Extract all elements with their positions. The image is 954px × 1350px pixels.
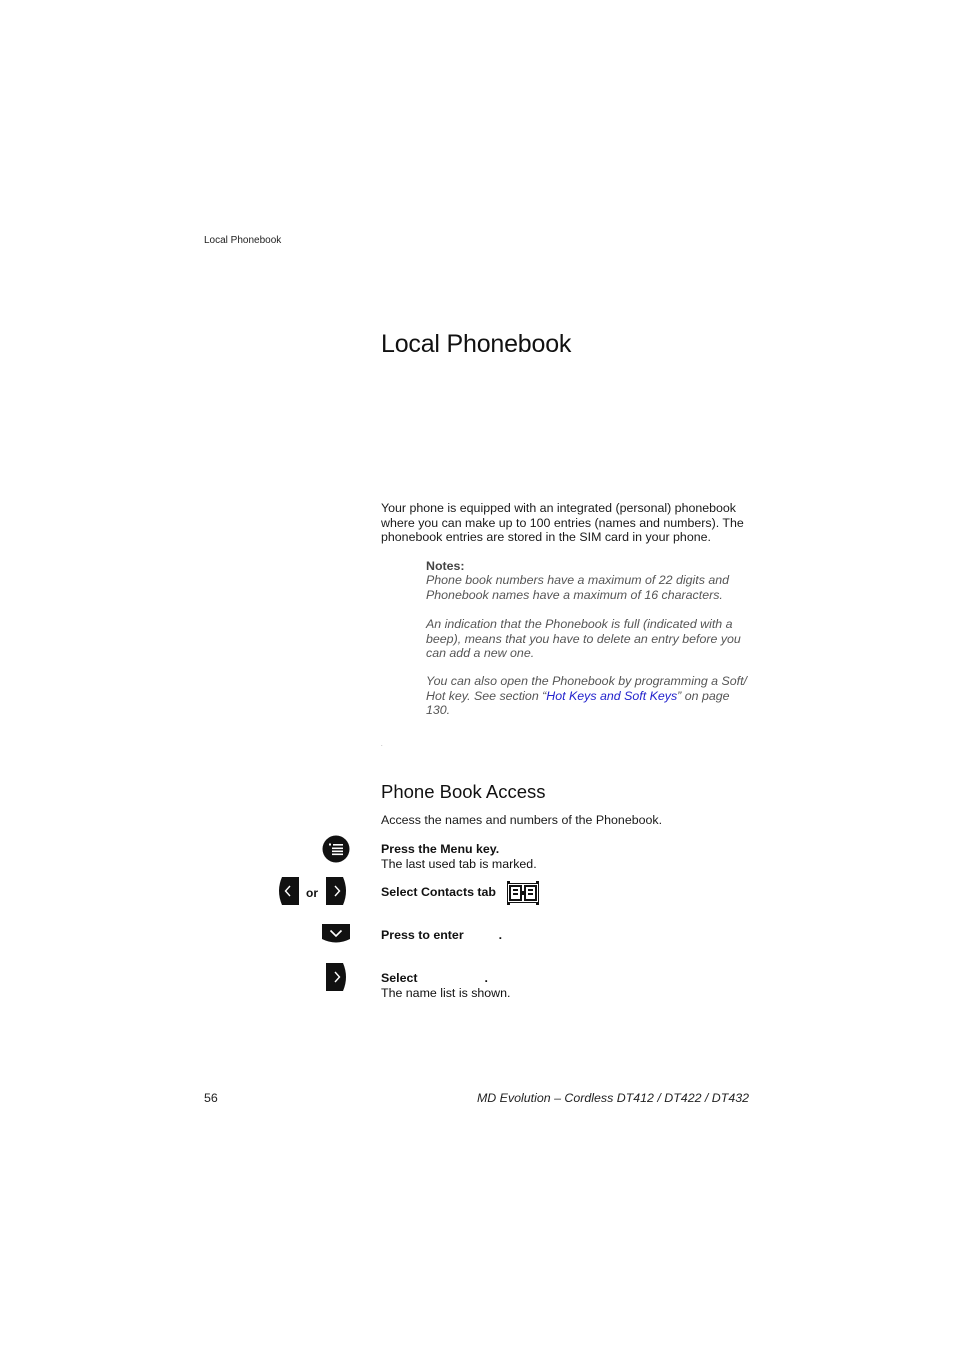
running-header: Local Phonebook [204, 235, 282, 246]
right-arrow-key-icon [326, 877, 349, 905]
step-3-end: . [498, 928, 503, 942]
step-3-action: Press to enter [381, 928, 464, 942]
left-arrow-key-icon [276, 877, 299, 905]
step-2 [381, 885, 496, 900]
down-arrow-key-icon [322, 924, 350, 945]
note-3-text-after: ” on page 130. [426, 688, 730, 718]
step-2-action: Select Contacts tab [381, 885, 496, 899]
section-description: Access the names and numbers of the Phonebook. [381, 813, 663, 827]
note-1: Phone book numbers have a maximum of 22 digits and Phonebook names have a maximum of 16 characters. [426, 573, 730, 602]
note-2: An indication that the Phonebook is full (indicated with a beep), means that you have to delete an entry before you can add a new one. [426, 617, 741, 661]
right-arrow-key-icon [326, 963, 349, 991]
notes-heading: Notes: [426, 559, 465, 573]
menu-key-icon [322, 835, 350, 863]
step-4 [381, 971, 510, 1000]
step-1-result: The last used tab is marked. [381, 856, 537, 871]
contacts-tab-icon [507, 881, 539, 905]
section-title: Phone Book Access [381, 781, 546, 802]
step-3 [381, 928, 502, 943]
note-3 [426, 674, 756, 718]
page-title: Local Phonebook [381, 330, 572, 358]
document-title: MD Evolution – Cordless DT412 / DT422 / DT432 [476, 1091, 749, 1105]
or-label: or [306, 886, 318, 900]
step-1-action: Press the Menu key. [381, 842, 500, 856]
note-3-text-before: You can also open the Phonebook by programming a Soft/ Hot key. See section “ [426, 674, 747, 703]
intro-paragraph: Your phone is equipped with an integrated (personal) phonebook where you can make up to 100 entries (names and numbers). The phonebook entries are stored in the SIM card in your phone. [381, 501, 744, 545]
page-number: 56 [204, 1091, 218, 1105]
step-4-result: The name list is shown. [381, 985, 511, 1000]
step-4-end: . [484, 971, 488, 985]
separator-dot: . [381, 742, 383, 748]
step-1 [381, 842, 537, 871]
step-4-action: Select [381, 971, 418, 985]
hot-keys-link[interactable]: Hot Keys and Soft Keys [546, 688, 678, 703]
